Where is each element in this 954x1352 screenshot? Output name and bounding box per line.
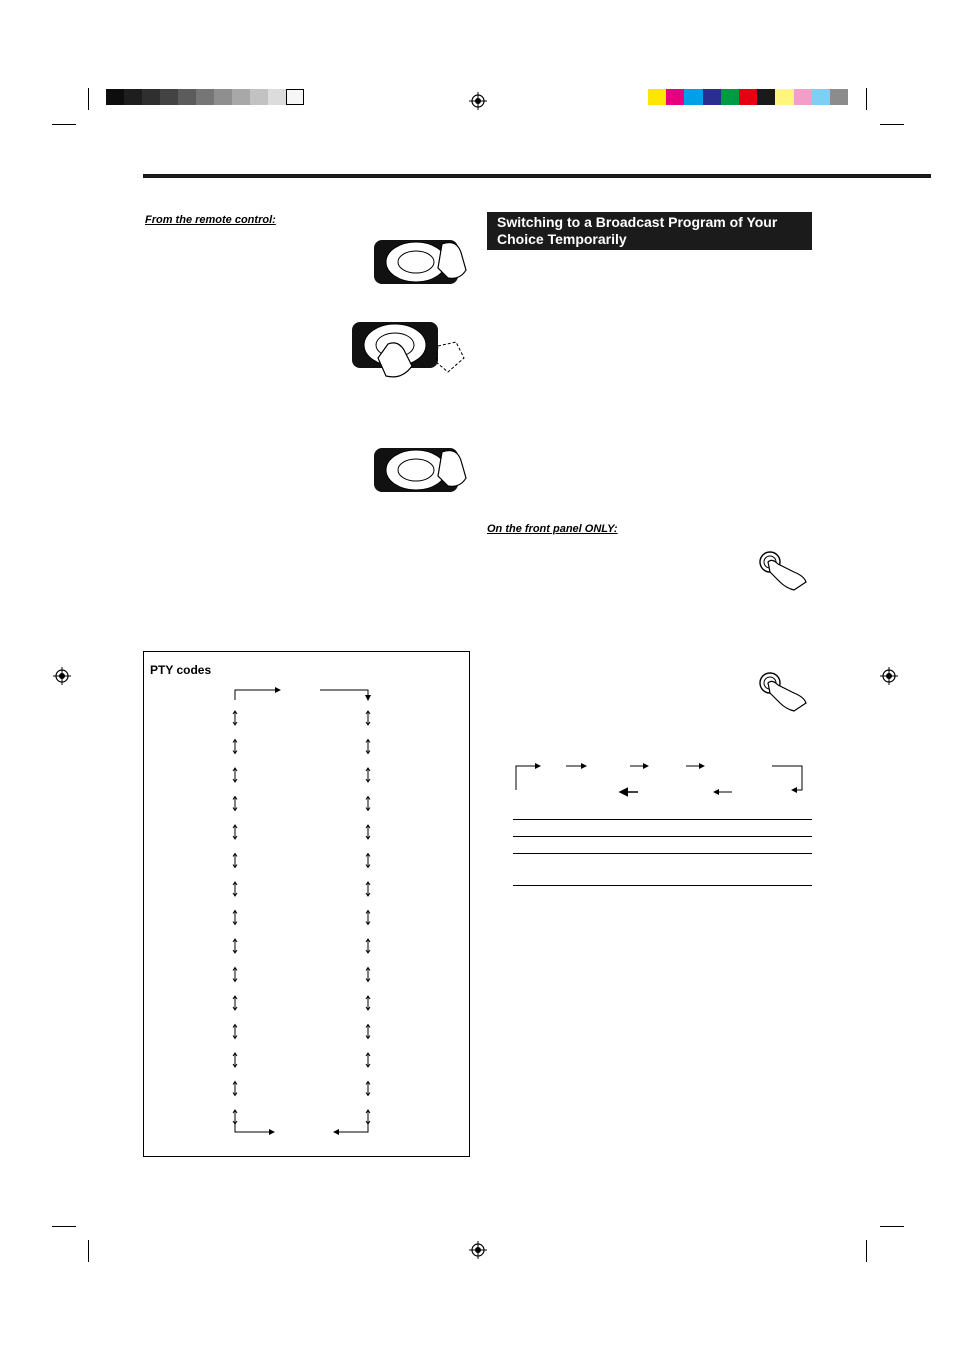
registration-swatch (196, 89, 214, 105)
registration-swatch (703, 89, 721, 105)
crop-mark (866, 1240, 867, 1262)
registration-swatch (648, 89, 666, 105)
registration-swatch (721, 89, 739, 105)
registration-swatch (739, 89, 757, 105)
remote-cursor-pad-icon (372, 442, 468, 498)
crop-mark (880, 1226, 904, 1227)
pty-codes-cycle-arrows (228, 684, 378, 1136)
registration-swatch (178, 89, 196, 105)
registration-swatch (684, 89, 702, 105)
display-cycle-arrows (510, 760, 810, 800)
registration-swatch (142, 89, 160, 105)
remote-cursor-pad-icon (372, 234, 468, 290)
finger-press-button-icon (758, 550, 812, 590)
crosshair-registration-icon (469, 1241, 487, 1259)
registration-swatch (250, 89, 268, 105)
crop-mark (52, 124, 76, 125)
crop-mark (52, 1226, 76, 1227)
crosshair-registration-icon (469, 92, 487, 110)
registration-swatch (106, 89, 124, 105)
registration-swatch (214, 89, 232, 105)
crop-mark (88, 1240, 89, 1262)
crosshair-registration-icon (53, 667, 71, 685)
page-heading-rule (143, 174, 931, 178)
registration-swatch (812, 89, 830, 105)
registration-swatch (232, 89, 250, 105)
crop-mark (880, 124, 904, 125)
table-rule (513, 885, 812, 886)
finger-press-button-icon (758, 671, 812, 711)
registration-swatch (286, 89, 304, 105)
registration-swatch (268, 89, 286, 105)
crop-mark (88, 88, 89, 110)
registration-swatch (775, 89, 793, 105)
front-panel-label: On the front panel ONLY: (487, 523, 618, 535)
section-title: Switching to a Broadcast Program of Your Choice Temporarily (487, 212, 812, 250)
pty-codes-title: PTY codes (150, 663, 212, 677)
remote-cursor-pad-icon (350, 316, 470, 382)
registration-swatch (160, 89, 178, 105)
remote-control-label: From the remote control: (145, 214, 276, 226)
registration-swatch (757, 89, 775, 105)
registration-swatch (666, 89, 684, 105)
table-rule (513, 836, 812, 837)
crop-mark (866, 88, 867, 110)
registration-swatch (794, 89, 812, 105)
table-rule (513, 853, 812, 854)
table-rule (513, 819, 812, 820)
crosshair-registration-icon (880, 667, 898, 685)
registration-swatch (124, 89, 142, 105)
registration-swatch (830, 89, 848, 105)
